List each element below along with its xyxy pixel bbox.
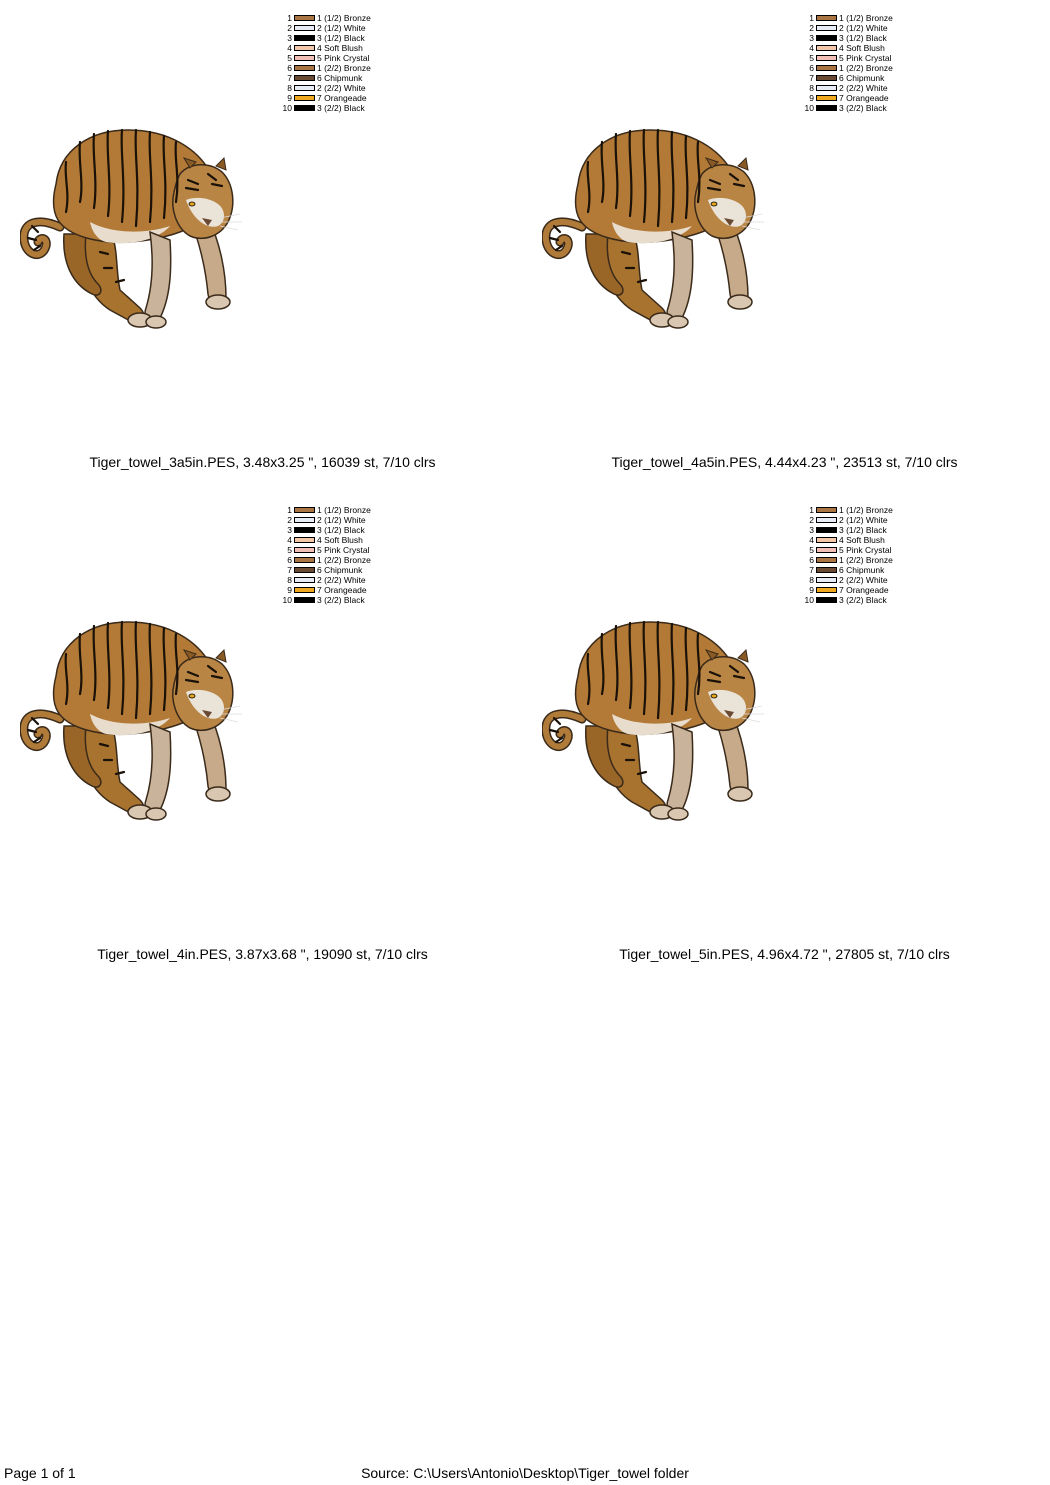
thread-color-name: 5 Pink Crystal bbox=[839, 53, 892, 63]
thread-color-name: 4 Soft Blush bbox=[317, 43, 363, 53]
color-swatch bbox=[294, 45, 315, 51]
legend-number: 8 bbox=[287, 83, 292, 93]
thread-color-name: 6 Chipmunk bbox=[839, 565, 885, 575]
legend-number: 2 bbox=[809, 23, 814, 33]
color-swatch bbox=[816, 45, 837, 51]
legend-number: 8 bbox=[287, 575, 292, 585]
thread-color-name: 1 (1/2) Bronze bbox=[317, 13, 371, 23]
legend-row bbox=[281, 525, 371, 535]
color-swatch bbox=[816, 85, 837, 91]
legend-row bbox=[281, 13, 371, 23]
thread-color-name: 4 Soft Blush bbox=[317, 535, 363, 545]
legend-number: 5 bbox=[287, 545, 292, 555]
legend-number: 4 bbox=[287, 535, 292, 545]
color-swatch bbox=[294, 587, 315, 593]
legend-row bbox=[281, 595, 371, 605]
thread-color-name: 4 Soft Blush bbox=[839, 43, 885, 53]
thread-color-name: 1 (2/2) Bronze bbox=[839, 555, 893, 565]
legend-row bbox=[803, 595, 893, 605]
legend-number: 4 bbox=[809, 535, 814, 545]
design-panel-4 bbox=[522, 492, 1047, 984]
legend-number: 1 bbox=[287, 505, 292, 515]
color-swatch bbox=[294, 507, 315, 513]
legend-row bbox=[281, 33, 371, 43]
legend-row bbox=[803, 33, 893, 43]
legend-row bbox=[281, 575, 371, 585]
color-swatch bbox=[294, 55, 315, 61]
color-swatch bbox=[816, 35, 837, 41]
color-swatch bbox=[816, 75, 837, 81]
legend-number: 7 bbox=[809, 565, 814, 575]
legend-row bbox=[281, 103, 371, 113]
thread-color-name: 6 Chipmunk bbox=[317, 565, 363, 575]
legend-row bbox=[281, 43, 371, 53]
legend-row bbox=[281, 515, 371, 525]
page-number: Page 1 of 1 bbox=[4, 1465, 76, 1481]
tiger-embroidery-image bbox=[542, 614, 772, 834]
legend-number: 9 bbox=[287, 585, 292, 595]
legend-number: 10 bbox=[282, 595, 292, 605]
color-legend bbox=[281, 505, 371, 605]
legend-row bbox=[281, 73, 371, 83]
legend-row bbox=[281, 23, 371, 33]
legend-row bbox=[803, 53, 893, 63]
legend-row bbox=[803, 13, 893, 23]
color-legend bbox=[281, 13, 371, 113]
thread-color-name: 7 Orangeade bbox=[839, 93, 889, 103]
legend-row bbox=[803, 43, 893, 53]
legend-row bbox=[803, 555, 893, 565]
legend-row bbox=[803, 535, 893, 545]
legend-row bbox=[803, 93, 893, 103]
legend-number: 1 bbox=[809, 505, 814, 515]
thread-color-name: 2 (1/2) White bbox=[839, 515, 888, 525]
legend-number: 4 bbox=[809, 43, 814, 53]
legend-row bbox=[803, 545, 893, 555]
legend-row bbox=[803, 575, 893, 585]
color-swatch bbox=[294, 567, 315, 573]
color-swatch bbox=[294, 15, 315, 21]
design-panel-3 bbox=[0, 492, 525, 984]
legend-row bbox=[803, 525, 893, 535]
color-swatch bbox=[816, 587, 837, 593]
thread-color-name: 3 (2/2) Black bbox=[317, 595, 365, 605]
color-swatch bbox=[816, 507, 837, 513]
legend-number: 6 bbox=[809, 63, 814, 73]
color-swatch bbox=[294, 75, 315, 81]
color-swatch bbox=[294, 597, 315, 603]
thread-color-name: 1 (1/2) Bronze bbox=[317, 505, 371, 515]
legend-number: 7 bbox=[809, 73, 814, 83]
thread-color-name: 3 (2/2) Black bbox=[839, 595, 887, 605]
legend-row bbox=[281, 505, 371, 515]
thread-color-name: 2 (1/2) White bbox=[839, 23, 888, 33]
legend-row bbox=[281, 565, 371, 575]
legend-number: 9 bbox=[809, 93, 814, 103]
color-swatch bbox=[294, 65, 315, 71]
color-swatch bbox=[294, 35, 315, 41]
legend-row bbox=[803, 63, 893, 73]
legend-number: 3 bbox=[287, 33, 292, 43]
legend-number: 2 bbox=[287, 23, 292, 33]
thread-color-name: 3 (1/2) Black bbox=[839, 525, 887, 535]
thread-color-name: 1 (2/2) Bronze bbox=[317, 63, 371, 73]
legend-row bbox=[803, 505, 893, 515]
design-panel-1 bbox=[0, 0, 525, 492]
thread-color-name: 3 (1/2) Black bbox=[839, 33, 887, 43]
thread-color-name: 6 Chipmunk bbox=[317, 73, 363, 83]
thread-color-name: 2 (1/2) White bbox=[317, 23, 366, 33]
legend-number: 7 bbox=[287, 73, 292, 83]
color-swatch bbox=[816, 65, 837, 71]
thread-color-name: 2 (2/2) White bbox=[839, 83, 888, 93]
design-caption: Tiger_towel_4a5in.PES, 4.44x4.23 ", 23513 st, 7/10 clrs bbox=[611, 454, 958, 470]
thread-color-name: 5 Pink Crystal bbox=[317, 53, 370, 63]
legend-row bbox=[803, 73, 893, 83]
legend-number: 2 bbox=[287, 515, 292, 525]
legend-number: 9 bbox=[287, 93, 292, 103]
legend-row bbox=[803, 515, 893, 525]
color-swatch bbox=[294, 547, 315, 553]
legend-row bbox=[281, 535, 371, 545]
legend-number: 4 bbox=[287, 43, 292, 53]
color-legend bbox=[803, 505, 893, 605]
thread-color-name: 3 (1/2) Black bbox=[317, 525, 365, 535]
color-legend bbox=[803, 13, 893, 113]
legend-number: 2 bbox=[809, 515, 814, 525]
legend-number: 10 bbox=[282, 103, 292, 113]
legend-number: 1 bbox=[809, 13, 814, 23]
color-swatch bbox=[294, 517, 315, 523]
color-swatch bbox=[816, 537, 837, 543]
legend-row bbox=[281, 555, 371, 565]
legend-row bbox=[281, 585, 371, 595]
legend-number: 5 bbox=[809, 53, 814, 63]
color-swatch bbox=[816, 577, 837, 583]
legend-number: 6 bbox=[809, 555, 814, 565]
thread-color-name: 2 (2/2) White bbox=[839, 575, 888, 585]
tiger-embroidery-image bbox=[542, 122, 772, 342]
design-panel-2 bbox=[522, 0, 1047, 492]
color-swatch bbox=[816, 517, 837, 523]
thread-color-name: 6 Chipmunk bbox=[839, 73, 885, 83]
color-swatch bbox=[816, 557, 837, 563]
thread-color-name: 3 (2/2) Black bbox=[317, 103, 365, 113]
thread-color-name: 5 Pink Crystal bbox=[317, 545, 370, 555]
legend-number: 8 bbox=[809, 575, 814, 585]
legend-number: 10 bbox=[804, 595, 814, 605]
color-swatch bbox=[816, 25, 837, 31]
legend-number: 3 bbox=[809, 33, 814, 43]
legend-number: 5 bbox=[809, 545, 814, 555]
thread-color-name: 3 (1/2) Black bbox=[317, 33, 365, 43]
color-swatch bbox=[816, 55, 837, 61]
color-swatch bbox=[816, 15, 837, 21]
color-swatch bbox=[816, 597, 837, 603]
legend-number: 3 bbox=[809, 525, 814, 535]
legend-number: 10 bbox=[804, 103, 814, 113]
tiger-embroidery-image bbox=[20, 122, 250, 342]
thread-color-name: 3 (2/2) Black bbox=[839, 103, 887, 113]
source-path: Source: C:\Users\Antonio\Desktop\Tiger_towel folder bbox=[361, 1465, 689, 1481]
thread-color-name: 5 Pink Crystal bbox=[839, 545, 892, 555]
legend-number: 8 bbox=[809, 83, 814, 93]
legend-number: 9 bbox=[809, 585, 814, 595]
legend-number: 3 bbox=[287, 525, 292, 535]
color-swatch bbox=[294, 557, 315, 563]
legend-row bbox=[803, 103, 893, 113]
thread-color-name: 2 (2/2) White bbox=[317, 83, 366, 93]
color-swatch bbox=[294, 577, 315, 583]
design-caption: Tiger_towel_5in.PES, 4.96x4.72 ", 27805 st, 7/10 clrs bbox=[619, 946, 950, 962]
color-swatch bbox=[294, 527, 315, 533]
thread-color-name: 4 Soft Blush bbox=[839, 535, 885, 545]
legend-number: 6 bbox=[287, 555, 292, 565]
thread-color-name: 7 Orangeade bbox=[317, 585, 367, 595]
color-swatch bbox=[816, 527, 837, 533]
color-swatch bbox=[816, 547, 837, 553]
legend-row bbox=[803, 83, 893, 93]
color-swatch bbox=[294, 105, 315, 111]
legend-row bbox=[281, 53, 371, 63]
design-caption: Tiger_towel_4in.PES, 3.87x3.68 ", 19090 st, 7/10 clrs bbox=[97, 946, 428, 962]
legend-row bbox=[803, 585, 893, 595]
color-swatch bbox=[294, 537, 315, 543]
legend-number: 6 bbox=[287, 63, 292, 73]
legend-row bbox=[281, 545, 371, 555]
legend-row bbox=[803, 23, 893, 33]
design-caption: Tiger_towel_3a5in.PES, 3.48x3.25 ", 16039 st, 7/10 clrs bbox=[89, 454, 436, 470]
thread-color-name: 2 (2/2) White bbox=[317, 575, 366, 585]
legend-row bbox=[281, 83, 371, 93]
legend-number: 1 bbox=[287, 13, 292, 23]
legend-row bbox=[803, 565, 893, 575]
legend-number: 7 bbox=[287, 565, 292, 575]
thread-color-name: 2 (1/2) White bbox=[317, 515, 366, 525]
thread-color-name: 1 (1/2) Bronze bbox=[839, 505, 893, 515]
color-swatch bbox=[816, 105, 837, 111]
thread-color-name: 1 (2/2) Bronze bbox=[839, 63, 893, 73]
color-swatch bbox=[294, 85, 315, 91]
thread-color-name: 1 (2/2) Bronze bbox=[317, 555, 371, 565]
tiger-embroidery-image bbox=[20, 614, 250, 834]
legend-row bbox=[281, 63, 371, 73]
legend-row bbox=[281, 93, 371, 103]
color-swatch bbox=[294, 25, 315, 31]
color-swatch bbox=[816, 567, 837, 573]
color-swatch bbox=[294, 95, 315, 101]
thread-color-name: 7 Orangeade bbox=[839, 585, 889, 595]
thread-color-name: 1 (1/2) Bronze bbox=[839, 13, 893, 23]
thread-color-name: 7 Orangeade bbox=[317, 93, 367, 103]
legend-number: 5 bbox=[287, 53, 292, 63]
color-swatch bbox=[816, 95, 837, 101]
